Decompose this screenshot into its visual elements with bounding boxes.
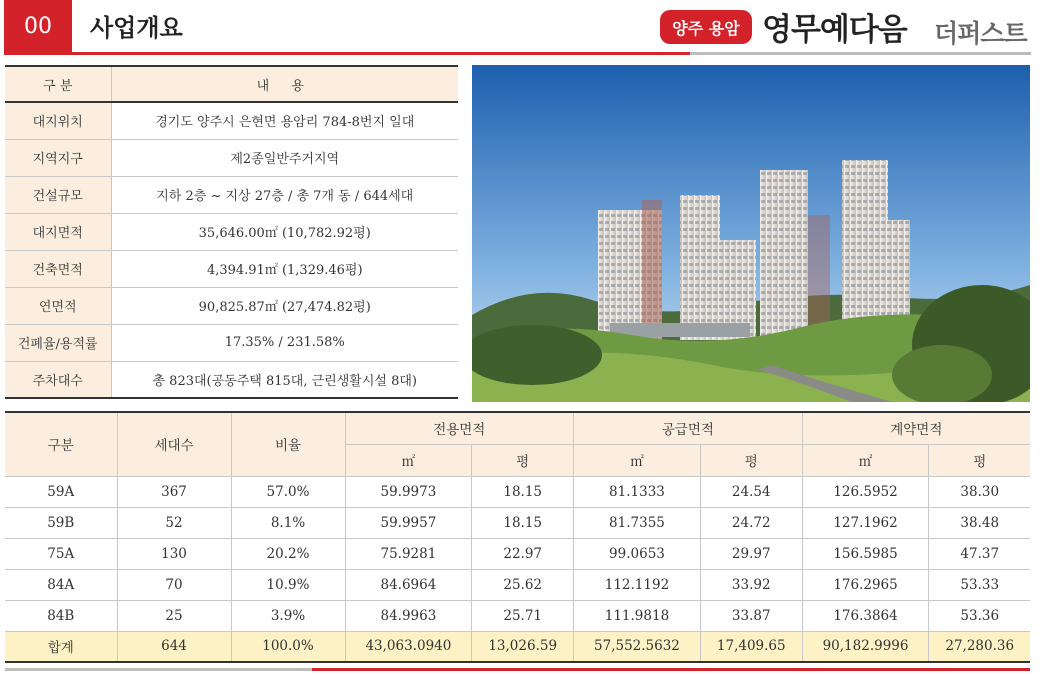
total-cell: 100.0% <box>231 631 345 662</box>
info-row <box>5 176 458 213</box>
info-header-row <box>5 66 458 102</box>
total-cell: 13,026.59 <box>472 631 574 662</box>
col-supply-pyeong: 평 <box>700 444 802 476</box>
unit-row <box>5 569 1030 600</box>
unit-cell: 59A <box>5 476 117 507</box>
unit-cell: 84.9963 <box>345 600 472 631</box>
unit-cell: 47.37 <box>929 538 1030 569</box>
info-row <box>5 213 458 250</box>
info-col-value: 내 용 <box>111 66 458 102</box>
unit-row <box>5 507 1030 538</box>
info-value: 경기도 양주시 은현면 용암리 784-8번지 일대 <box>111 102 458 139</box>
col-exclusive-pyeong: 평 <box>472 444 574 476</box>
unit-cell: 8.1% <box>231 507 345 538</box>
unit-cell: 59B <box>5 507 117 538</box>
col-exclusive-area: 전용면적 <box>345 412 574 444</box>
unit-cell: 3.9% <box>231 600 345 631</box>
info-key: 건설규모 <box>5 176 111 213</box>
info-row <box>5 250 458 287</box>
col-contract-sqm: ㎡ <box>802 444 929 476</box>
unit-cell: 25 <box>117 600 231 631</box>
info-value: 제2종일반주거지역 <box>111 139 458 176</box>
unit-cell: 25.71 <box>472 600 574 631</box>
col-contract-area: 계약면적 <box>802 412 1030 444</box>
unit-cell: 10.9% <box>231 569 345 600</box>
unit-cell: 84A <box>5 569 117 600</box>
unit-cell: 176.3864 <box>802 600 929 631</box>
unit-cell: 81.7355 <box>574 507 701 538</box>
unit-cell: 38.30 <box>929 476 1030 507</box>
unit-cell: 22.97 <box>472 538 574 569</box>
col-type: 구분 <box>5 412 117 476</box>
total-cell: 90,182.9996 <box>802 631 929 662</box>
info-key: 연면적 <box>5 287 111 324</box>
col-ratio: 비율 <box>231 412 345 476</box>
rendering-illustration <box>472 65 1030 402</box>
total-cell: 27,280.36 <box>929 631 1030 662</box>
section-number: 00 <box>4 0 72 52</box>
info-value: 4,394.91㎡ (1,329.46평) <box>111 250 458 287</box>
info-value: 지하 2층 ~ 지상 27층 / 총 7개 동 / 644세대 <box>111 176 458 213</box>
brand-logo-main: 영무예다음 <box>762 12 907 48</box>
unit-cell: 112.1192 <box>574 569 701 600</box>
unit-cell: 81.1333 <box>574 476 701 507</box>
page-header <box>0 0 1043 56</box>
unit-cell: 52 <box>117 507 231 538</box>
unit-cell: 59.9973 <box>345 476 472 507</box>
unit-cell: 29.97 <box>700 538 802 569</box>
unit-cell: 18.15 <box>472 476 574 507</box>
info-row <box>5 102 458 139</box>
info-value: 90,825.87㎡ (27,474.82평) <box>111 287 458 324</box>
unit-cell: 75A <box>5 538 117 569</box>
unit-cell: 53.36 <box>929 600 1030 631</box>
total-cell: 43,063.0940 <box>345 631 472 662</box>
col-supply-area: 공급면적 <box>574 412 803 444</box>
unit-cell: 59.9957 <box>345 507 472 538</box>
unit-row <box>5 600 1030 631</box>
unit-row <box>5 476 1030 507</box>
col-exclusive-sqm: ㎡ <box>345 444 472 476</box>
unit-cell: 84B <box>5 600 117 631</box>
total-cell: 17,409.65 <box>700 631 802 662</box>
info-row <box>5 324 458 361</box>
total-cell: 합계 <box>5 631 117 662</box>
unit-cell: 33.87 <box>700 600 802 631</box>
unit-cell: 70 <box>117 569 231 600</box>
unit-cell: 24.72 <box>700 507 802 538</box>
unit-cell: 57.0% <box>231 476 345 507</box>
info-key: 대지면적 <box>5 213 111 250</box>
info-key: 건폐율/용적률 <box>5 324 111 361</box>
info-value: 17.35% / 231.58% <box>111 324 458 361</box>
unit-cell: 111.9818 <box>574 600 701 631</box>
footer-divider-red <box>312 668 1030 671</box>
total-row <box>5 631 1030 662</box>
col-contract-pyeong: 평 <box>929 444 1030 476</box>
info-key: 주차대수 <box>5 361 111 398</box>
unit-cell: 38.48 <box>929 507 1030 538</box>
info-key: 대지위치 <box>5 102 111 139</box>
unit-cell: 33.92 <box>700 569 802 600</box>
unit-cell: 25.62 <box>472 569 574 600</box>
unit-cell: 130 <box>117 538 231 569</box>
unit-cell: 18.15 <box>472 507 574 538</box>
info-key: 건축면적 <box>5 250 111 287</box>
unit-cell: 24.54 <box>700 476 802 507</box>
total-cell: 57,552.5632 <box>574 631 701 662</box>
unit-cell: 20.2% <box>231 538 345 569</box>
col-supply-sqm: ㎡ <box>574 444 701 476</box>
unit-area-table <box>5 411 1030 663</box>
brand-location-tag: 양주 용암 <box>660 10 752 44</box>
brand-logo-sub: 더퍼스트 <box>934 19 1027 48</box>
info-col-key: 구 분 <box>5 66 111 102</box>
header-divider-gray <box>690 52 1031 55</box>
unit-cell: 367 <box>117 476 231 507</box>
unit-cell: 99.0653 <box>574 538 701 569</box>
info-row <box>5 361 458 398</box>
info-row <box>5 139 458 176</box>
unit-cell: 127.1962 <box>802 507 929 538</box>
info-value: 35,646.00㎡ (10,782.92평) <box>111 213 458 250</box>
col-households: 세대수 <box>117 412 231 476</box>
project-info-table <box>5 65 458 399</box>
info-value: 총 823대(공동주택 815대, 근린생활시설 8대) <box>111 361 458 398</box>
unit-cell: 156.5985 <box>802 538 929 569</box>
unit-row <box>5 538 1030 569</box>
info-row <box>5 287 458 324</box>
unit-cell: 53.33 <box>929 569 1030 600</box>
unit-cell: 176.2965 <box>802 569 929 600</box>
page-title: 사업개요 <box>90 14 183 42</box>
unit-cell: 126.5952 <box>802 476 929 507</box>
info-key: 지역지구 <box>5 139 111 176</box>
unit-cell: 84.6964 <box>345 569 472 600</box>
unit-cell: 75.9281 <box>345 538 472 569</box>
building-rendering-image <box>472 65 1030 402</box>
total-cell: 644 <box>117 631 231 662</box>
